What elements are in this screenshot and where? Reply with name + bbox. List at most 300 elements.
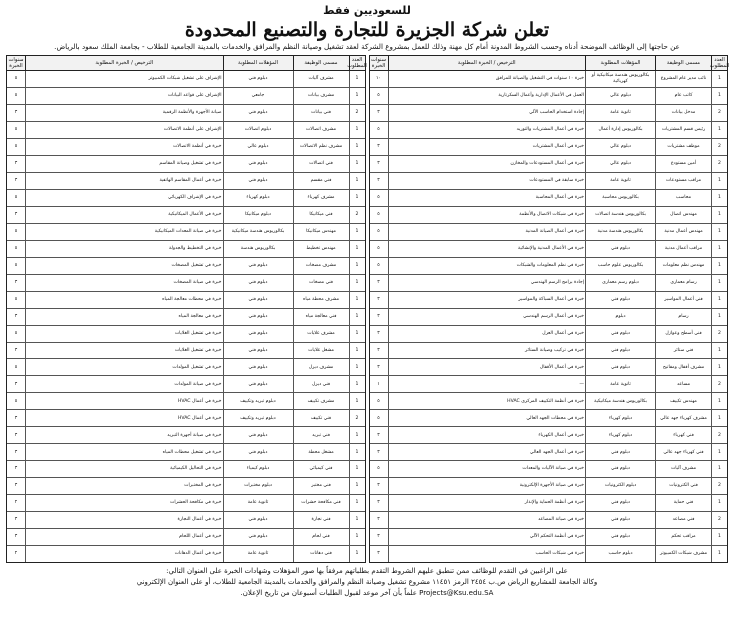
job-count: 1 [711, 207, 727, 223]
job-qualifications: جامعي [223, 88, 293, 104]
table-row [7, 71, 365, 88]
job-years: ٣ [377, 313, 380, 319]
job-title: مهندس أعمال مدنية [655, 224, 711, 240]
job-years: ٣ [377, 483, 380, 489]
job-years: ٣ [14, 110, 18, 116]
header-years: سنوات الخبرة [371, 56, 386, 69]
job-qualifications: دبلوم فني [585, 512, 655, 528]
job-count: 1 [349, 122, 365, 138]
footer-line-1: على الراغبين في التقدم للوظائف ممن تنطبق عليهم الشروط التقدم بطلباتهم مرفقاً بها صور المؤهلات وشهادات الخبرة على العنوان التالي: [166, 567, 568, 575]
job-experience: خبرة في أعمال HVAC [25, 393, 223, 409]
job-title: مشرف اتصالات [293, 122, 349, 138]
job-count: 1 [711, 529, 727, 545]
job-title: مساعد [655, 376, 711, 392]
job-qualifications: دبلوم فني [223, 512, 293, 528]
job-count: 1 [349, 478, 365, 494]
table-row [370, 512, 728, 529]
job-title: مراقب تحكم [655, 529, 711, 545]
job-qualifications: دبلوم فني [223, 359, 293, 375]
job-experience: خبرة في الإشراف الكهربائي [25, 190, 223, 206]
table-row [370, 88, 728, 105]
job-count: 1 [711, 393, 727, 409]
job-count: 1 [711, 444, 727, 460]
job-years: ٢ [14, 500, 18, 506]
job-count: 1 [349, 88, 365, 104]
job-count: 2 [349, 105, 365, 121]
job-title: مهندس ميكانيكا [293, 224, 349, 240]
job-years: ٣ [14, 211, 18, 217]
job-experience: خبرة في محطات معالجة المياه [25, 292, 223, 308]
job-experience: خبرة في أنظمة التحكم الآلي [388, 529, 586, 545]
job-count: 2 [711, 156, 727, 172]
job-experience: خبرة في محطات الجهد العالي [388, 410, 586, 426]
job-years: ٣ [14, 534, 18, 540]
job-experience: خبرة في أعمال السباكة والمواسير [388, 292, 586, 308]
job-qualifications: دبلوم رسم معماري [585, 275, 655, 291]
job-qualifications: دبلوم فني [223, 427, 293, 443]
job-experience: خبرة في أعمال الجهد العالي [388, 444, 586, 460]
table-row [370, 71, 728, 88]
job-title: رسام معماري [655, 275, 711, 291]
table-row [7, 529, 365, 546]
job-years: ٥ [14, 296, 18, 302]
table-row [370, 427, 728, 444]
job-qualifications: دبلوم فني [585, 461, 655, 477]
job-title: فني حماية [655, 495, 711, 511]
job-experience: خبرة في أعمال المشتريات والتوريد [388, 122, 586, 138]
job-years: ٥ [377, 398, 380, 404]
job-experience: إجادة استخدام الحاسب الآلي [388, 105, 586, 121]
table-row [7, 207, 365, 224]
job-experience: خبرة في أعمال النجارة [25, 512, 223, 528]
table-row [370, 461, 728, 478]
job-qualifications: بكالوريوس هندسة اتصالات [585, 207, 655, 223]
job-experience: خبرة في شبكات الحاسب [388, 546, 586, 562]
job-title: فني ديزل [293, 376, 349, 392]
job-years: ٥ [14, 76, 18, 82]
job-years: ٣ [377, 144, 380, 150]
header-experience: الترخيص / الخبرة المطلوبة [25, 56, 223, 70]
job-years: ٣ [377, 347, 380, 353]
job-count: 1 [711, 258, 727, 274]
table-row [7, 156, 365, 173]
job-title: فني مختبر [293, 478, 349, 494]
job-count: 1 [349, 359, 365, 375]
job-count: 2 [711, 105, 727, 121]
job-count: 1 [349, 376, 365, 392]
table-row [7, 461, 365, 478]
table-row [7, 190, 365, 207]
table-row [7, 309, 365, 326]
job-count: 1 [349, 190, 365, 206]
table-row [370, 156, 728, 173]
job-experience: الإشراف على قواعد البيانات [25, 88, 223, 104]
job-years: ٣ [14, 415, 18, 421]
job-title: مهندس تكييف [655, 393, 711, 409]
job-title: مراقب أعمال مدنية [655, 241, 711, 257]
job-title: فني أسطح وعوازل [655, 326, 711, 342]
job-qualifications: بكالوريوس هندسة مدنية [585, 224, 655, 240]
header-qualifications: المؤهلات المطلوبة [585, 56, 655, 70]
job-qualifications: دبلوم كهرباء [585, 427, 655, 443]
job-qualifications: دبلوم فني [223, 309, 293, 325]
job-years: ٣ [14, 449, 18, 455]
job-years: ٥ [14, 127, 18, 133]
job-title: فني كيميائي [293, 461, 349, 477]
job-count: 1 [711, 359, 727, 375]
job-qualifications: دبلوم فني [223, 376, 293, 392]
job-years: ٣ [377, 364, 380, 370]
job-qualifications: دبلوم فني [585, 529, 655, 545]
job-title: مهندس اتصال [655, 207, 711, 223]
job-title: مشغل غلايات [293, 343, 349, 359]
job-qualifications: دبلوم عالي [585, 156, 655, 172]
table-row [370, 343, 728, 360]
job-count: 1 [349, 156, 365, 172]
ad-intro: عن حاجتها إلى الوظائف الموضحة أدناه وحسب الشروط المدونة أمام كل مهنة وذلك للعمل بمشروع الشركة لعقد تشغيل وصيانة النظم والمرافق والخدمات بالمدينة الجامعية للطلاب - بجامعة الملك سعود بالرياض. [54, 42, 680, 51]
table-row [370, 410, 728, 427]
job-count: 1 [711, 309, 727, 325]
table-body [7, 71, 365, 562]
table-header [7, 56, 365, 71]
job-count: 1 [349, 393, 365, 409]
job-qualifications: دبلوم فني [585, 292, 655, 308]
job-years: ٥ [377, 127, 380, 133]
table-row [7, 393, 365, 410]
job-count: 1 [349, 309, 365, 325]
job-years: ٣ [14, 347, 18, 353]
job-title: فني بيانات [293, 105, 349, 121]
job-years: ٥ [14, 330, 18, 336]
job-years: ٥ [377, 211, 380, 217]
job-qualifications: بكالوريوس علوم حاسب [585, 258, 655, 274]
job-qualifications: دبلوم ميكانيكا [223, 207, 293, 223]
job-experience: خبرة في صيانة المصاعد [388, 512, 586, 528]
job-years: ٣ [14, 432, 18, 438]
job-years: ٣ [377, 432, 380, 438]
job-qualifications: دبلوم فني [223, 156, 293, 172]
job-count: 2 [711, 139, 727, 155]
table-row [7, 224, 365, 241]
job-qualifications: دبلوم عالي [585, 88, 655, 104]
job-qualifications: دبلوم الكترونيات [585, 478, 655, 494]
job-count: 1 [711, 173, 727, 189]
job-years: ٣ [377, 296, 380, 302]
job-count: 1 [711, 343, 727, 359]
job-experience: الإشراف على أنظمة الاتصالات [25, 122, 223, 138]
job-years: ٥ [14, 93, 18, 99]
job-qualifications: ثانوية عامة [585, 173, 655, 189]
table-header [370, 56, 728, 71]
job-experience: خبرة في أعمال المقاسم الهاتفية [25, 173, 223, 189]
table-row [7, 343, 365, 360]
job-experience: خبرة في تشغيل محطات المياه [25, 444, 223, 460]
job-experience: خبرة في صيانة الآليات والمعدات [388, 461, 586, 477]
job-title: موظف مشتريات [655, 139, 711, 155]
job-experience: خبرة في صيانة أجهزة التبريد [25, 427, 223, 443]
job-count: 2 [711, 512, 727, 528]
job-title: رسام [655, 309, 711, 325]
table-row [370, 105, 728, 122]
job-years: ٣ [377, 279, 380, 285]
job-count: 2 [349, 410, 365, 426]
table-row [370, 326, 728, 343]
job-years: ٥ [14, 228, 18, 234]
job-qualifications: دبلوم تبريد وتكييف [223, 410, 293, 426]
job-title: مشرف كهرباء [293, 190, 349, 206]
table-row [7, 258, 365, 275]
table-row [7, 478, 365, 495]
table-row [370, 393, 728, 410]
job-count: 2 [711, 376, 727, 392]
job-title: فني أعمال المواسير [655, 292, 711, 308]
job-experience: الإشراف على تشغيل شبكات الكمبيوتر [25, 71, 223, 87]
job-qualifications: دبلوم تبريد وتكييف [223, 393, 293, 409]
job-experience: خبرة سابقة في المستودعات [388, 173, 586, 189]
job-qualifications: دبلوم فني [223, 71, 293, 87]
job-qualifications: دبلوم فني [585, 359, 655, 375]
job-count: 1 [349, 444, 365, 460]
job-title: فني مكافحة حشرات [293, 495, 349, 511]
job-qualifications: دبلوم فني [585, 326, 655, 342]
job-experience: خبرة في المختبرات [25, 478, 223, 494]
job-qualifications: دبلوم [585, 309, 655, 325]
job-count: 1 [349, 495, 365, 511]
job-experience: خبرة في أنظمة الاتصالات [25, 139, 223, 155]
table-row [370, 224, 728, 241]
job-years: ٣ [14, 161, 18, 167]
job-qualifications: دبلوم فني [223, 173, 293, 189]
job-experience: خبرة في تشغيل وصيانة المقاسم [25, 156, 223, 172]
table-row [370, 292, 728, 309]
job-title: محاسب [655, 190, 711, 206]
job-count: 1 [711, 190, 727, 206]
job-experience: خبرة في تركيب وصيانة الستائر [388, 343, 586, 359]
job-years: ٣ [377, 110, 380, 116]
job-years: ٣ [14, 381, 18, 387]
job-experience: خبرة في تشغيل الغلايات [25, 343, 223, 359]
job-count: 1 [711, 88, 727, 104]
job-experience: خبرة في تشغيل الغلايات [25, 326, 223, 342]
job-title: فني دهانات [293, 546, 349, 562]
job-title: مشغل محطة [293, 444, 349, 460]
job-title: مشرف بيانات [293, 88, 349, 104]
saudis-only-badge: للسعوديين فقط [323, 4, 411, 17]
job-qualifications: دبلوم اتصالات [223, 122, 293, 138]
job-title: مهندس تخطيط [293, 241, 349, 257]
job-title: فني مضخات [293, 275, 349, 291]
job-qualifications: بكالوريوس هندسة [223, 241, 293, 257]
job-title: مشرف غلايات [293, 326, 349, 342]
job-title: فني مقسم [293, 173, 349, 189]
job-experience: خبرة في مكافحة الحشرات [25, 495, 223, 511]
job-experience: خبرة في الأعمال الميكانيكية [25, 207, 223, 223]
job-experience: خبرة في أنظمة الحماية والإنذار [388, 495, 586, 511]
table-row [7, 546, 365, 562]
job-count: 2 [349, 207, 365, 223]
job-experience: خبرة في أعمال اللحام [25, 529, 223, 545]
table-row [7, 122, 365, 139]
job-experience: خبرة في أعمال المحاسبة [388, 190, 586, 206]
job-count: 1 [711, 224, 727, 240]
header-count: العدد المطلوب [709, 56, 730, 69]
table-row [7, 292, 365, 309]
table-row [370, 546, 728, 562]
table-row [370, 275, 728, 292]
table-row [7, 359, 365, 376]
job-years: ٢ [14, 551, 18, 557]
job-experience: خبرة في نظم المعلومات والشبكات [388, 258, 586, 274]
job-qualifications: دبلوم فني [223, 529, 293, 545]
table-row [370, 139, 728, 156]
job-experience: خبرة في التحاليل الكيميائية [25, 461, 223, 477]
job-experience: خبرة في أعمال العزل [388, 326, 586, 342]
job-years: ٣ [14, 466, 18, 472]
job-count: 1 [349, 258, 365, 274]
job-count: 1 [711, 410, 727, 426]
job-years: ٣ [377, 330, 380, 336]
job-qualifications: بكالوريوس إدارة أعمال [585, 122, 655, 138]
table-row [7, 326, 365, 343]
job-years: ٥ [377, 415, 380, 421]
job-years: ٥ [14, 262, 18, 268]
job-qualifications: ثانوية عامة [223, 495, 293, 511]
header-job-title: مسمى الوظيفة [293, 56, 349, 70]
job-qualifications: ثانوية عامة [585, 105, 655, 121]
job-years: ٣ [377, 517, 380, 523]
footer-line-3: Projects@Ksu.edu.SA علماً بأن آخر موعد لقبول الطلبات أسبوعان من تاريخ الإعلان. [240, 589, 494, 597]
job-years: ٥ [14, 398, 18, 404]
table-row [7, 88, 365, 105]
job-years: ٥ [377, 466, 380, 472]
table-row [370, 241, 728, 258]
job-title: أمين مستودع [655, 156, 711, 172]
job-qualifications: دبلوم فني [585, 495, 655, 511]
job-qualifications: دبلوم مختبرات [223, 478, 293, 494]
job-title: نائب مدير عام المشروع [655, 71, 711, 87]
job-qualifications: دبلوم فني [223, 343, 293, 359]
job-years: ٣ [14, 279, 18, 285]
job-count: 1 [711, 292, 727, 308]
table-row [7, 495, 365, 512]
job-qualifications: بكالوريوس هندسة ميكانيكية أو كهربائية [585, 71, 655, 87]
job-years: ٥ [377, 93, 380, 99]
table-row [370, 258, 728, 275]
job-count: 1 [711, 122, 727, 138]
job-title: فني نجارة [293, 512, 349, 528]
table-row [7, 139, 365, 156]
job-experience: إجادة برامج الرسم الهندسي [388, 275, 586, 291]
job-qualifications: ثانوية عامة [585, 376, 655, 392]
table-row [370, 359, 728, 376]
job-experience: خبرة في معالجة المياه [25, 309, 223, 325]
job-count: 1 [349, 275, 365, 291]
job-title: مشرف آليات [293, 71, 349, 87]
job-experience: خبرة في أعمال HVAC [25, 410, 223, 426]
header-qualifications: المؤهلات المطلوبة [223, 56, 293, 70]
job-qualifications: دبلوم فني [223, 105, 293, 121]
job-experience: خبرة ١٠ سنوات في التشغيل والصيانة للمرافق [388, 71, 586, 87]
job-qualifications: دبلوم فني [223, 275, 293, 291]
job-qualifications: دبلوم كيمياء [223, 461, 293, 477]
job-qualifications: دبلوم كهرباء [585, 410, 655, 426]
ad-headline: تعلن شركة الجزيرة للتجارة والتصنيع المحدودة [184, 19, 550, 41]
job-experience: خبرة في صيانة المضخات [25, 275, 223, 291]
job-count: 1 [711, 461, 727, 477]
table-row [370, 122, 728, 139]
job-title: مراقب مستودعات [655, 173, 711, 189]
job-count: 1 [711, 275, 727, 291]
job-years: ١٠ [376, 76, 381, 82]
job-years: ٥ [377, 228, 380, 234]
table-row [370, 173, 728, 190]
job-qualifications: دبلوم فني [223, 444, 293, 460]
job-years: ٣ [14, 313, 18, 319]
job-title: فني اتصالات [293, 156, 349, 172]
footer-line-2: وكالة الجامعة للمشاريع الرياض ص.ب ٢٤٥٤ الرمز ١١٤٥١ مشروع تشغيل وصيانة النظم والمرافق والخدمات بالمدينة الجامعية للطلاب، أو على العنوان الإلكتروني [136, 578, 598, 586]
application-instructions [6, 566, 728, 628]
job-title: فني كهرباء جهد عالي [655, 444, 711, 460]
job-experience: خبرة في أعمال الأقفال [388, 359, 586, 375]
job-experience: خبرة في صيانة المولدات [25, 376, 223, 392]
job-count: 1 [711, 71, 727, 87]
job-title: مشرف أقفال ومفاتيح [655, 359, 711, 375]
job-experience: خبرة في أعمال الرسم الهندسي [388, 309, 586, 325]
job-years: ٥ [14, 364, 18, 370]
job-qualifications: دبلوم فني [585, 343, 655, 359]
job-qualifications: بكالوريوس محاسبة [585, 190, 655, 206]
job-title: فني ستائر [655, 343, 711, 359]
job-title: فني كهرباء [655, 427, 711, 443]
job-title: كاتب عام [655, 88, 711, 104]
job-experience: خبرة في صيانة المعدات الميكانيكية [25, 224, 223, 240]
job-title: فني تبريد [293, 427, 349, 443]
job-years: ١ [377, 381, 380, 387]
table-row [370, 478, 728, 495]
table-row [7, 410, 365, 427]
job-count: 1 [349, 139, 365, 155]
header-years: سنوات الخبرة [8, 56, 24, 69]
job-experience: خبرة في أنظمة التكييف المركزي HVAC [388, 393, 586, 409]
job-title: مشرف محطة مياه [293, 292, 349, 308]
job-title: مشرف نظم الاتصالات [293, 139, 349, 155]
table-row [370, 190, 728, 207]
job-title: فني معالجة مياه [293, 309, 349, 325]
job-qualifications: دبلوم فني [223, 326, 293, 342]
job-count: 1 [349, 546, 365, 562]
job-qualifications: دبلوم كهرباء [223, 190, 293, 206]
job-qualifications: دبلوم عالي [585, 139, 655, 155]
job-qualifications: ثانوية عامة [223, 546, 293, 562]
job-count: 1 [349, 461, 365, 477]
job-experience: خبرة في تشغيل المولدات [25, 359, 223, 375]
job-count: 1 [349, 343, 365, 359]
job-count: 1 [349, 326, 365, 342]
table-row [7, 444, 365, 461]
job-qualifications: بكالوريوس هندسة ميكانيكية [223, 224, 293, 240]
job-experience: خبرة في تشغيل المضخات [25, 258, 223, 274]
table-row [370, 444, 728, 461]
job-years: ٥ [14, 245, 18, 251]
table-row [7, 105, 365, 122]
job-count: 2 [711, 326, 727, 342]
job-title: مشرف شبكات الكمبيوتر [655, 546, 711, 562]
job-title: فني مصاعد [655, 512, 711, 528]
jobs-table-left [6, 55, 366, 563]
job-title: رئيس قسم المشتريات [655, 122, 711, 138]
table-body [370, 71, 728, 562]
job-count: 1 [349, 529, 365, 545]
